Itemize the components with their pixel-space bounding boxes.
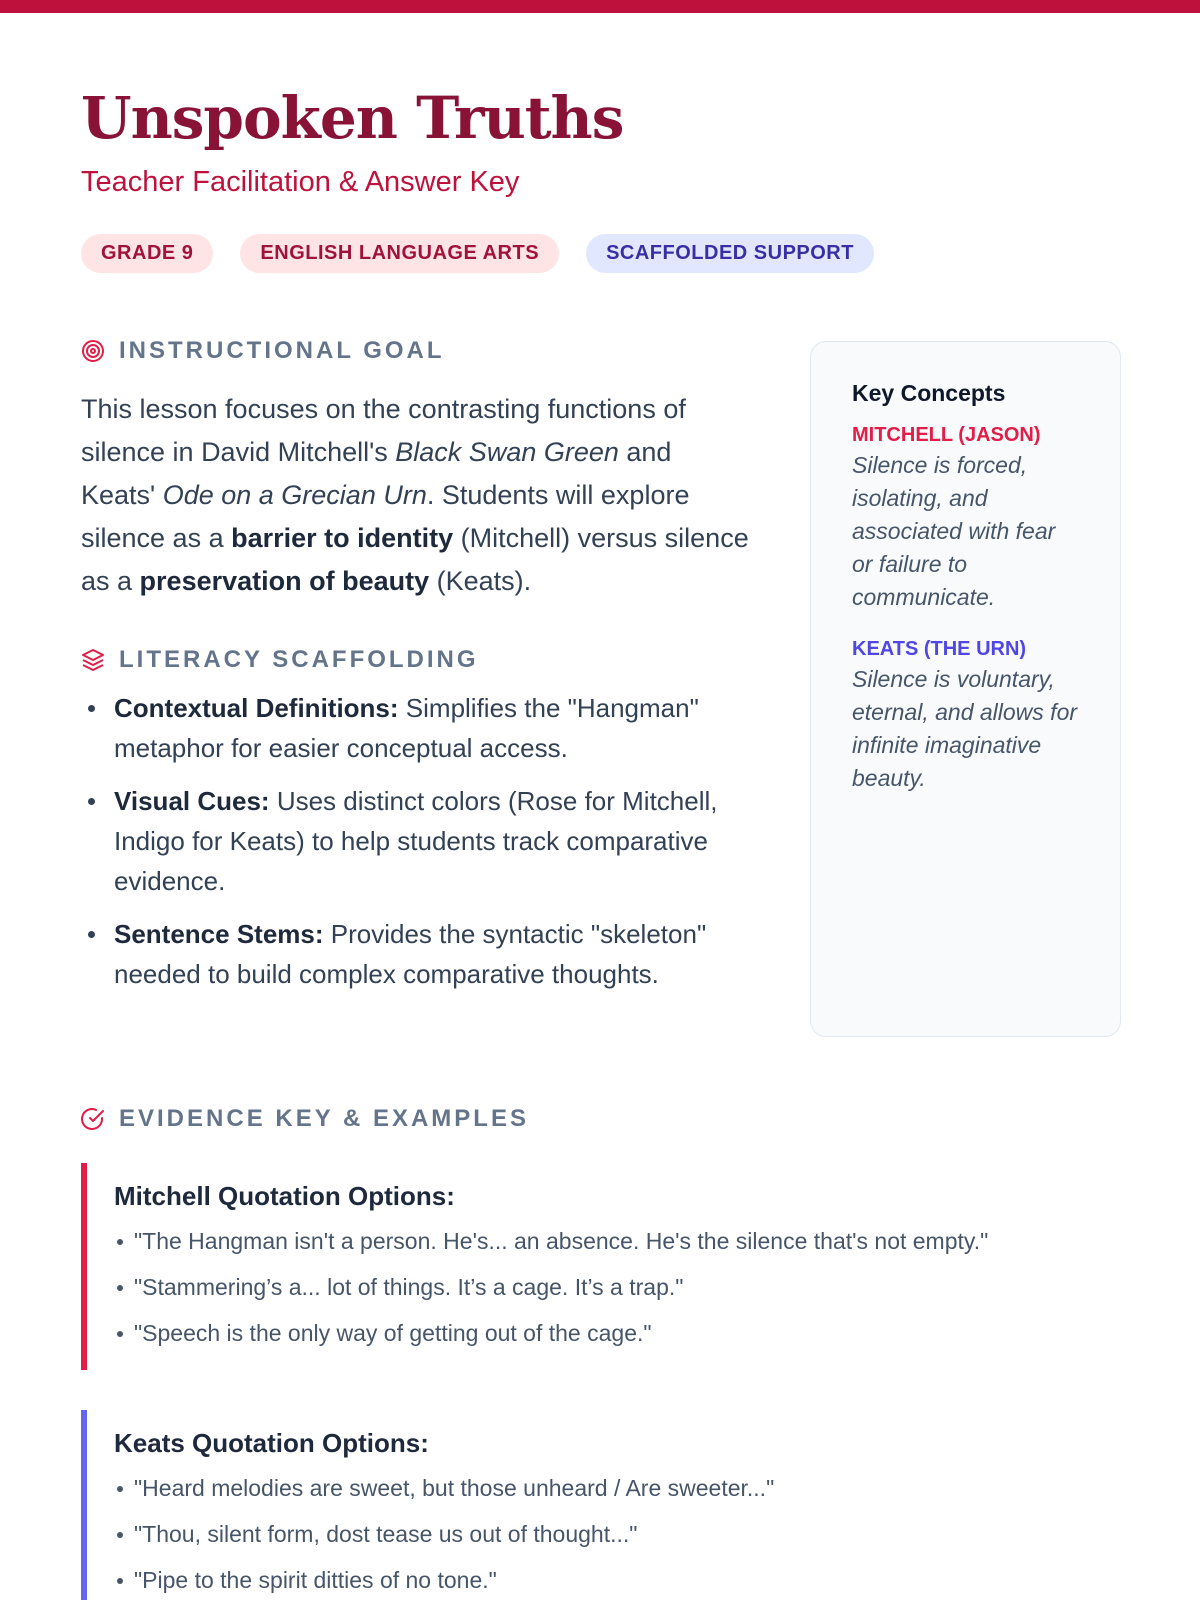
list-item: Sentence Stems: Provides the syntactic "skeleton" needed to build complex comparative thoughts. [81,914,761,994]
key-concepts-title: Key Concepts [852,380,1006,406]
keats-quotes-block [81,1410,1121,1600]
key-phrase: preservation of beauty [139,566,430,596]
instructional-goal-heading [81,337,445,365]
mitchell-quotes-title: Mitchell Quotation Options: [114,1181,455,1211]
tag-support: SCAFFOLDED SUPPORT [586,234,874,273]
target-icon [81,339,105,363]
keats-concept-label: KEATS (THE URN) [852,638,1027,660]
quote-item: "Speech is the only way of getting out of the cage." [114,1318,1121,1348]
literacy-scaffolding-heading [81,646,479,674]
mitchell-concept-text: Silence is forced, isolating, and associated with fear or failure to communicate. [852,452,1056,610]
evidence-heading [81,1105,529,1133]
keats-quote-list [114,1473,1121,1595]
list-item: Contextual Definitions: Simplifies the "Hangman" metaphor for easier conceptual access. [81,688,761,768]
quote-item: "Thou, silent form, dost tease us out of thought..." [114,1519,1121,1549]
mitchell-quote-list [114,1226,1121,1348]
mitchell-concept [852,424,1080,614]
quote-item: "Pipe to the spirit ditties of no tone." [114,1565,1121,1595]
quote-item: "Heard melodies are sweet, but those unheard / Are sweeter..." [114,1473,1121,1503]
mitchell-quotes-block [81,1163,1121,1370]
key-phrase: barrier to identity [231,523,454,553]
page-subtitle: Teacher Facilitation & Answer Key [81,166,520,198]
quote-item: "Stammering’s a... lot of things. It’s a cage. It’s a trap." [114,1272,1121,1302]
mitchell-concept-label: MITCHELL (JASON) [852,424,1041,446]
top-accent-bar [0,0,1200,13]
section-label: EVIDENCE KEY & EXAMPLES [119,1105,529,1132]
work-title: Black Swan Green [395,437,619,467]
keats-concept [852,638,1080,795]
tag-list [81,234,874,273]
tag-grade: GRADE 9 [81,234,213,273]
section-label: LITERACY SCAFFOLDING [119,646,479,673]
layers-icon [81,648,105,672]
section-label: INSTRUCTIONAL GOAL [119,337,445,364]
scaffolding-list [81,688,761,1007]
work-title: Ode on a Grecian Urn [162,480,427,510]
goal-paragraph: This lesson focuses on the contrasting functions of silence in David Mitchell's Black Swan Green and Keats' Ode on a Grecian Urn. Students will explore silence as a barrier to identity (Mitchell) versus silence as a preservation of beauty (Keats). [81,394,749,596]
tag-subject: ENGLISH LANGUAGE ARTS [240,234,559,273]
quote-item: "The Hangman isn't a person. He's... an absence. He's the silence that's not empty." [114,1226,1121,1256]
list-item: Visual Cues: Uses distinct colors (Rose for Mitchell, Indigo for Keats) to help students track comparative evidence. [81,781,761,901]
key-concepts-card [810,341,1121,1037]
keats-concept-text: Silence is voluntary, eternal, and allows for infinite imaginative beauty. [852,666,1078,791]
keats-quotes-title: Keats Quotation Options: [114,1428,429,1458]
page-title: Unspoken Truths [81,84,624,152]
check-circle-icon [81,1107,105,1131]
